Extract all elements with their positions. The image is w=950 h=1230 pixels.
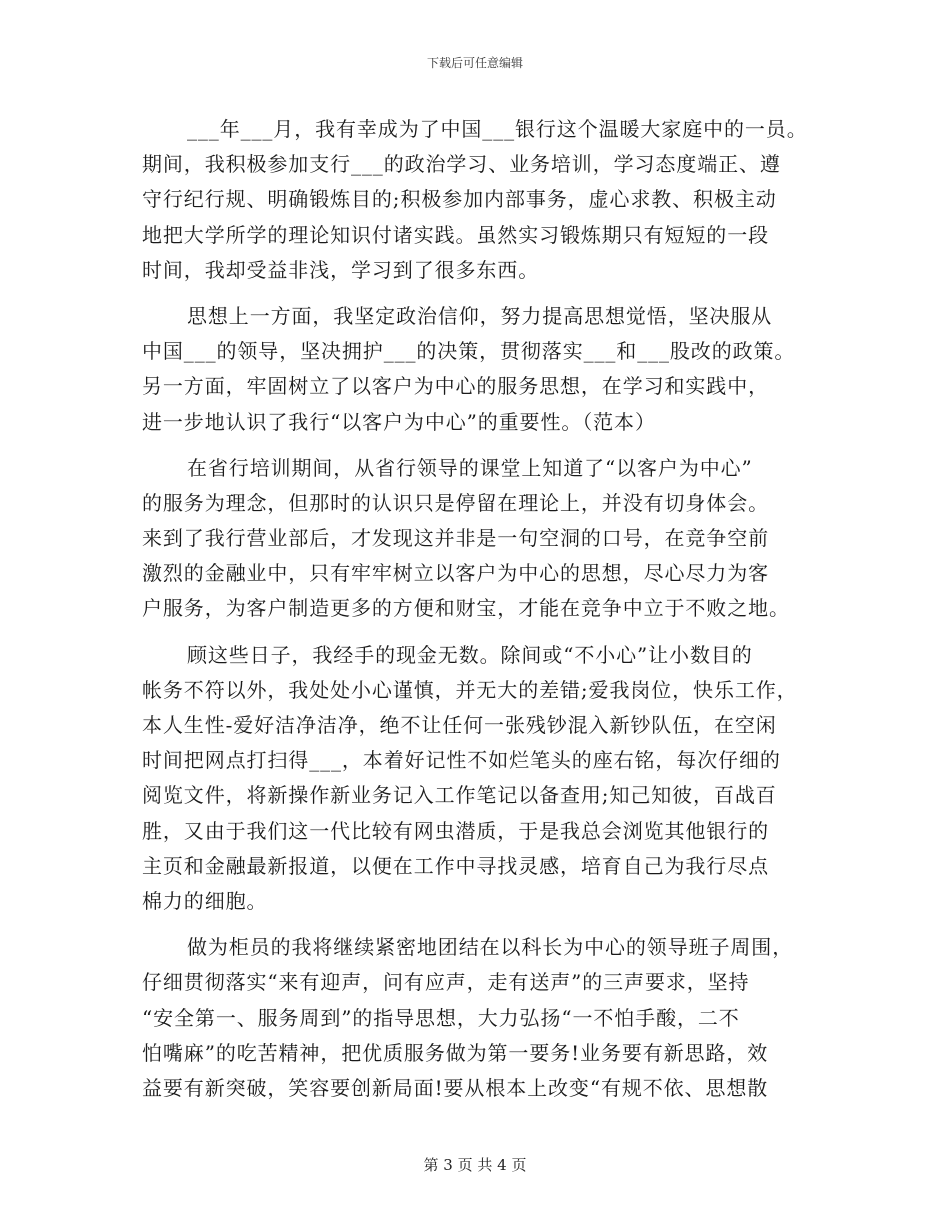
text-line: 地把大学所学的理论知识付诸实践。虽然实习锻炼期只有短短的一段 [142, 222, 769, 247]
text-line: 棉力的细胞。 [142, 888, 268, 913]
paragraph-gap [142, 919, 812, 930]
text-line: 期间，我积极参加支行___的政治学习、业务培训，学习态度端正、遵 [142, 152, 781, 177]
paragraph [142, 638, 812, 920]
text-line: 进一步地认识了我行“以客户为中心”的重要性。（范本） [142, 409, 656, 434]
text-line: 阅览文件，将新操作新业务记入工作笔记以备查用;知己知彼，百战百 [142, 783, 777, 808]
text-line: 的服务为理念，但那时的认识只是停留在理论上，并没有切身体会。 [142, 490, 769, 515]
paragraph-gap [142, 288, 812, 299]
page-footer: 第 3 页 共 4 页 [423, 1156, 527, 1174]
text-line: 激烈的金融业中，只有牢牢树立以客户为中心的思想，尽心尽力为客 [142, 561, 769, 586]
text-line: 户服务，为客户制造更多的方便和财宝，才能在竞争中立于不败之地。 [142, 596, 790, 621]
text-line: “安全第一、服务周到”的指导思想，大力弘扬“一不怕手酸，二不 [142, 1005, 740, 1030]
text-line: 帐务不符以外，我处处小心谨慎，并无大的差错;爱我岗位，快乐工作， [142, 677, 798, 702]
text-line: 时间把网点打扫得___，本着好记性不如烂笔头的座右铭，每次仔细的 [142, 748, 781, 773]
text-line: 时间，我却受益非浅，学习到了很多东西。 [142, 257, 540, 282]
document-body [142, 112, 812, 1106]
paragraph [142, 451, 812, 627]
paragraph [142, 112, 812, 288]
text-line: ___年___月，我有幸成为了中国___银行这个温暖大家庭中的一员。 [187, 117, 808, 141]
text-line: 来到了我行营业部后，才发现这并非是一句空洞的口号，在竞争空前 [142, 526, 769, 551]
paragraph-gap [142, 440, 812, 451]
text-line: 在省行培训期间，从省行领导的课堂上知道了“以客户为中心” [187, 455, 753, 480]
text-line: 胜，又由于我们这一代比较有网虫潜质，于是我总会浏览其他银行的 [142, 818, 769, 843]
paragraph-gap [142, 627, 812, 638]
text-line: 怕嘴麻”的吃苦精神，把优质服务做为第一要务!业务要有新思路，效 [142, 1040, 769, 1065]
text-line: 益要有新突破，笑容要创新局面!要从根本上改变“有规不依、思想散 [142, 1075, 769, 1100]
text-line: 另一方面，牢固树立了以客户为中心的服务思想，在学习和实践中， [142, 374, 769, 399]
text-line: 主页和金融最新报道，以便在工作中寻找灵感，培育自己为我行尽点 [142, 853, 769, 878]
text-line: 本人生性-爱好洁净洁净，绝不让任何一张残钞混入新钞队伍，在空闲 [142, 713, 777, 737]
text-line: 思想上一方面，我坚定政治信仰，努力提高思想觉悟，坚决服从 [187, 303, 773, 328]
text-line: 守行纪行规、明确锻炼目的;积极参加内部事务，虚心求教、积极主动 [142, 187, 777, 212]
paragraph [142, 299, 812, 440]
paragraph [142, 930, 812, 1106]
text-line: 做为柜员的我将继续紧密地团结在以科长为中心的领导班子周围， [187, 935, 794, 960]
text-line: 仔细贯彻落实“来有迎声，问有应声，走有送声”的三声要求，坚持 [142, 970, 750, 995]
text-line: 中国___的领导，坚决拥护___的决策，贯彻落实___和___股改的政策。 [142, 339, 796, 364]
page-header: 下载后可任意编辑 [426, 56, 523, 70]
text-line: 顾这些日子，我经手的现金无数。除间或“不小心”让小数目的 [187, 642, 753, 667]
